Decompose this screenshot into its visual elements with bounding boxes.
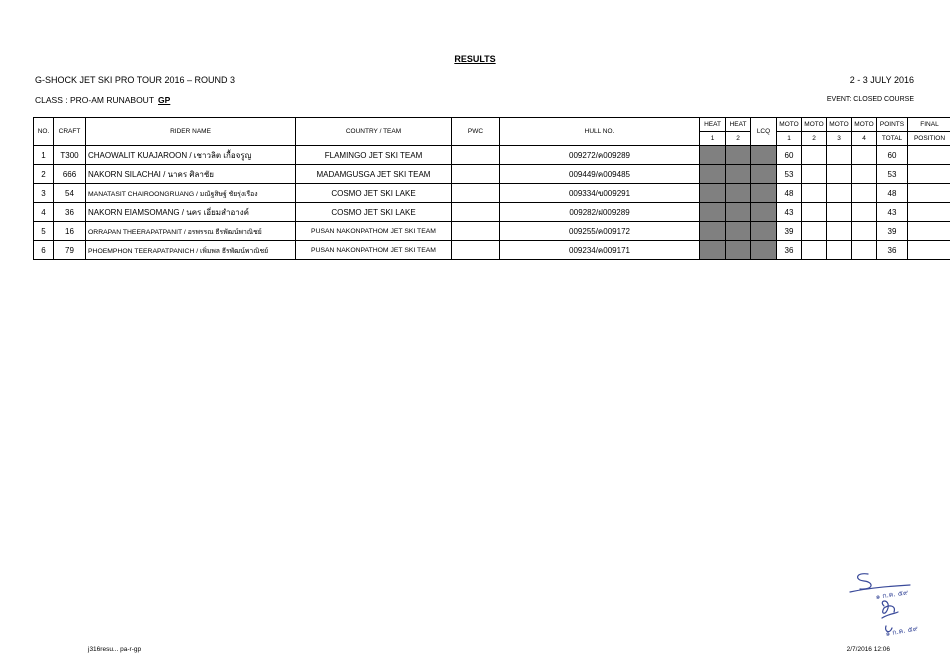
cell-moto4 xyxy=(852,184,877,203)
handwritten-signatures xyxy=(838,568,938,640)
header-no: NO. xyxy=(34,118,54,146)
cell-no: 1 xyxy=(34,146,54,165)
header-final: FINAL xyxy=(908,118,950,132)
cell-rider: ORRAPAN THEERAPATPANIT / อรพรรณ ธีรพัฒน์พาณิชย์ xyxy=(86,222,296,241)
cell-heat2 xyxy=(726,222,751,241)
cell-moto4 xyxy=(852,165,877,184)
cell-rider: NAKORN EIAMSOMANG / นคร เอี่ยมสำอางค์ xyxy=(86,203,296,222)
cell-moto4 xyxy=(852,241,877,260)
cell-craft: 36 xyxy=(54,203,86,222)
table-row xyxy=(34,222,950,241)
table-row xyxy=(34,241,950,260)
cell-hull: 009255/ค009172 xyxy=(500,222,700,241)
cell-team: COSMO JET SKI LAKE xyxy=(296,203,452,222)
cell-hull: 009272/ค009289 xyxy=(500,146,700,165)
cell-pwc xyxy=(452,241,500,260)
cell-moto2 xyxy=(802,222,827,241)
class-line xyxy=(35,95,170,105)
header-moto2-number: 2 xyxy=(802,132,827,146)
class-label: CLASS : PRO-AM RUNABOUT xyxy=(35,95,155,105)
event-type: EVENT: CLOSED COURSE xyxy=(826,96,914,103)
cell-moto1: 43 xyxy=(777,203,802,222)
cell-moto3 xyxy=(827,222,852,241)
signature-date-1: ๑ ก.ค. ๕๙ xyxy=(875,588,909,601)
cell-craft: T300 xyxy=(54,146,86,165)
cell-craft: 54 xyxy=(54,184,86,203)
cell-final xyxy=(908,203,950,222)
cell-lcq xyxy=(751,146,777,165)
cell-no: 5 xyxy=(34,222,54,241)
class-code: GP xyxy=(158,95,171,105)
signature-2 xyxy=(882,601,898,632)
cell-final xyxy=(908,222,950,241)
header-rider: RIDER NAME xyxy=(86,118,296,146)
header-moto2: MOTO xyxy=(802,118,827,132)
cell-moto1: 36 xyxy=(777,241,802,260)
cell-moto4 xyxy=(852,203,877,222)
cell-team: PUSAN NAKONPATHOM JET SKI TEAM xyxy=(296,241,452,260)
event-dates: 2 - 3 JULY 2016 xyxy=(849,75,914,85)
cell-moto4 xyxy=(852,146,877,165)
cell-pwc xyxy=(452,203,500,222)
cell-moto1: 60 xyxy=(777,146,802,165)
header-lcq: LCQ xyxy=(751,118,777,146)
cell-points: 60 xyxy=(877,146,908,165)
cell-team: COSMO JET SKI LAKE xyxy=(296,184,452,203)
document-title: RESULTS xyxy=(454,54,496,64)
cell-moto3 xyxy=(827,241,852,260)
cell-heat2 xyxy=(726,165,751,184)
cell-heat2 xyxy=(726,203,751,222)
cell-hull: 009282/ฝ009289 xyxy=(500,203,700,222)
header-heat2: HEAT xyxy=(726,118,751,132)
table-row xyxy=(34,146,950,165)
cell-lcq xyxy=(751,222,777,241)
cell-moto3 xyxy=(827,184,852,203)
cell-heat2 xyxy=(726,184,751,203)
cell-final xyxy=(908,241,950,260)
cell-points: 53 xyxy=(877,165,908,184)
cell-pwc xyxy=(452,146,500,165)
cell-final xyxy=(908,184,950,203)
cell-rider: PHOEMPHON TEERAPATPANICH / เพิ่มพล ธีรพัฒน์พาณิชย์ xyxy=(86,241,296,260)
cell-pwc xyxy=(452,184,500,203)
cell-rider: CHAOWALIT KUAJAROON / เชาวลิต เกื้อจรูญ xyxy=(86,146,296,165)
cell-final xyxy=(908,146,950,165)
cell-heat1 xyxy=(700,241,726,260)
cell-moto2 xyxy=(802,165,827,184)
cell-no: 4 xyxy=(34,203,54,222)
cell-heat1 xyxy=(700,203,726,222)
cell-points: 36 xyxy=(877,241,908,260)
cell-points: 43 xyxy=(877,203,908,222)
footer-file-reference: j316resu... pa-r-gp xyxy=(88,646,142,653)
cell-no: 6 xyxy=(34,241,54,260)
cell-rider: MANATASIT CHAIROONGRUANG / มณัฐสิษฐ์ ชัยรุ่งเรือง xyxy=(86,184,296,203)
cell-pwc xyxy=(452,165,500,184)
cell-heat2 xyxy=(726,241,751,260)
cell-moto4 xyxy=(852,222,877,241)
cell-moto3 xyxy=(827,146,852,165)
cell-heat1 xyxy=(700,222,726,241)
results-table xyxy=(33,117,950,260)
cell-lcq xyxy=(751,203,777,222)
table-row xyxy=(34,184,950,203)
header-points: POINTS xyxy=(877,118,908,132)
cell-hull: 009234/ค009171 xyxy=(500,241,700,260)
cell-points: 39 xyxy=(877,222,908,241)
cell-final xyxy=(908,165,950,184)
cell-lcq xyxy=(751,184,777,203)
cell-team: FLAMINGO JET SKI TEAM xyxy=(296,146,452,165)
cell-no: 3 xyxy=(34,184,54,203)
cell-craft: 666 xyxy=(54,165,86,184)
table-row xyxy=(34,165,950,184)
header-row-top xyxy=(34,118,950,132)
header-points-total: TOTAL xyxy=(877,132,908,146)
cell-heat1 xyxy=(700,184,726,203)
header-pwc: PWC xyxy=(452,118,500,146)
cell-moto1: 48 xyxy=(777,184,802,203)
cell-points: 48 xyxy=(877,184,908,203)
cell-moto2 xyxy=(802,146,827,165)
header-moto4: MOTO xyxy=(852,118,877,132)
header-moto1-number: 1 xyxy=(777,132,802,146)
cell-moto3 xyxy=(827,165,852,184)
cell-moto2 xyxy=(802,241,827,260)
header-craft: CRAFT xyxy=(54,118,86,146)
cell-craft: 79 xyxy=(54,241,86,260)
cell-heat1 xyxy=(700,146,726,165)
cell-moto3 xyxy=(827,203,852,222)
cell-moto2 xyxy=(802,203,827,222)
header-moto3: MOTO xyxy=(827,118,852,132)
cell-hull: 009334/ข009291 xyxy=(500,184,700,203)
header-heat2-number: 2 xyxy=(726,132,751,146)
header-moto4-number: 4 xyxy=(852,132,877,146)
cell-no: 2 xyxy=(34,165,54,184)
cell-craft: 16 xyxy=(54,222,86,241)
cell-moto1: 53 xyxy=(777,165,802,184)
header-final-position: POSITION xyxy=(908,132,950,146)
table-row xyxy=(34,203,950,222)
cell-rider: NAKORN SILACHAI / นาคร ศิลาชัย xyxy=(86,165,296,184)
header-heat1: HEAT xyxy=(700,118,726,132)
signature-date-2: ๑ ก.ค. ๕๙ xyxy=(884,624,919,638)
cell-pwc xyxy=(452,222,500,241)
cell-moto2 xyxy=(802,184,827,203)
cell-hull: 009449/ค009485 xyxy=(500,165,700,184)
cell-team: PUSAN NAKONPATHOM JET SKI TEAM xyxy=(296,222,452,241)
header-moto1: MOTO xyxy=(777,118,802,132)
header-heat1-number: 1 xyxy=(700,132,726,146)
event-name: G-SHOCK JET SKI PRO TOUR 2016 – ROUND 3 xyxy=(35,75,236,85)
cell-lcq xyxy=(751,165,777,184)
cell-moto1: 39 xyxy=(777,222,802,241)
cell-heat1 xyxy=(700,165,726,184)
footer-timestamp: 2/7/2016 12:06 xyxy=(846,646,890,653)
cell-team: MADAMGUSGA JET SKI TEAM xyxy=(296,165,452,184)
header-moto3-number: 3 xyxy=(827,132,852,146)
header-team: COUNTRY / TEAM xyxy=(296,118,452,146)
header-hull: HULL NO. xyxy=(500,118,700,146)
cell-heat2 xyxy=(726,146,751,165)
cell-lcq xyxy=(751,241,777,260)
